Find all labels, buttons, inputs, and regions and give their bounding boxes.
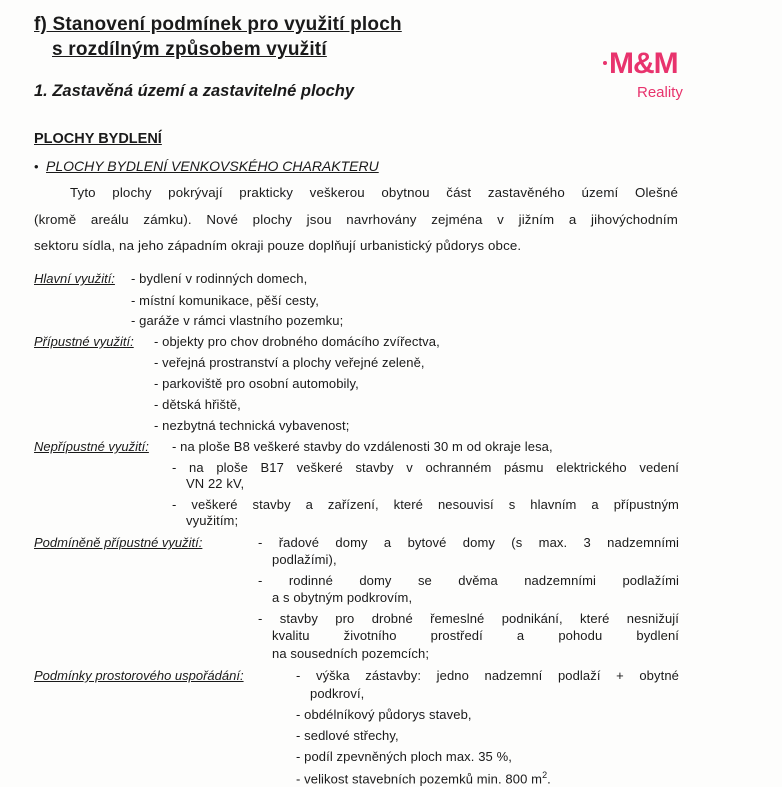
bullet-title: PLOCHY BYDLENÍ VENKOVSKÉHO CHARAKTERU [46, 158, 379, 174]
list-item-continuation: využitím; [186, 513, 239, 528]
list-item: - řadové domy a bytové domy (s max. 3 nadzemními [258, 535, 679, 550]
list-item-continuation: kvalitu životního prostředí a pohodu bydlení [272, 628, 679, 643]
list-item: - sedlové střechy, [296, 728, 399, 743]
list-item: - objekty pro chov drobného domácího zvířectva, [154, 334, 440, 349]
list-item: - na ploše B17 veškeré stavby v ochranném pásmu elektrického vedení [172, 460, 679, 475]
paragraph-line-3: sektoru sídla, na jeho západním okraji pouze doplňují urbanistický půdorys obce. [34, 238, 522, 253]
bullet-icon: • [34, 159, 39, 174]
list-item: - na ploše B8 veškeré stavby do vzdálenosti 30 m od okraje lesa, [172, 439, 553, 454]
superscript: 2 [542, 770, 548, 780]
label-nepripustne: Nepřípustné využití: [34, 439, 149, 454]
paragraph-line-2: (kromě areálu zámku). Nové plochy jsou navrhovány zejména v jižním a jihovýchodním [34, 212, 678, 227]
list-item: - rodinné domy se dvěma nadzemními podlažími [258, 573, 679, 588]
list-item: - veřejná prostranství a plochy veřejné zeleně, [154, 355, 425, 370]
list-item-continuation: na sousedních pozemcích; [272, 646, 430, 661]
list-item: - dětská hřiště, [154, 397, 241, 412]
label-hlavni: Hlavní využití: [34, 271, 115, 286]
logo-subtitle: Reality [637, 84, 683, 101]
section-title: PLOCHY BYDLENÍ [34, 131, 162, 147]
main-heading-line1: f) Stanovení podmínek pro využití ploch [34, 14, 402, 35]
logo-dot-icon [603, 61, 607, 65]
list-item: - výška zástavby: jedno nadzemní podlaží + obytné [296, 668, 679, 683]
label-pripustne: Přípustné využití: [34, 334, 134, 349]
list-item-continuation: podkroví, [310, 686, 365, 701]
list-item: - podíl zpevněných ploch max. 35 %, [296, 749, 512, 764]
label-prostorove: Podmínky prostorového uspořádání: [34, 668, 244, 683]
logo-mark: M&M [609, 47, 678, 80]
list-item-continuation: a s obytným podkrovím, [272, 590, 413, 605]
label-podminene: Podmíněně přípustné využití: [34, 535, 203, 550]
list-item: - parkoviště pro osobní automobily, [154, 376, 359, 391]
list-item: - nezbytná technická vybavenost; [154, 418, 350, 433]
list-item: - místní komunikace, pěší cesty, [131, 293, 319, 308]
main-heading-line2: s rozdílným způsobem využití [52, 39, 327, 60]
list-item [296, 770, 551, 786]
list-item: - garáže v rámci vlastního pozemku; [131, 313, 344, 328]
list-item: - veškeré stavby a zařízení, které nesouvisí s hlavním a přípustným [172, 497, 679, 512]
list-item-continuation: VN 22 kV, [186, 476, 245, 491]
list-item-continuation: podlažími), [272, 552, 337, 567]
list-item-text: - velikost stavebních pozemků min. 800 m [296, 771, 543, 787]
list-item: - obdélníkový půdorys staveb, [296, 707, 472, 722]
subheading: 1. Zastavěná území a zastavitelné plochy [34, 82, 355, 100]
list-item: - stavby pro drobné řemeslné podnikání, které nesnižují [258, 611, 679, 626]
list-item: - bydlení v rodinných domech, [131, 271, 308, 286]
paragraph-line-1: Tyto plochy pokrývají prakticky veškerou obytnou část zastavěného území Olešné [70, 185, 678, 200]
list-item-end: . [547, 771, 551, 787]
